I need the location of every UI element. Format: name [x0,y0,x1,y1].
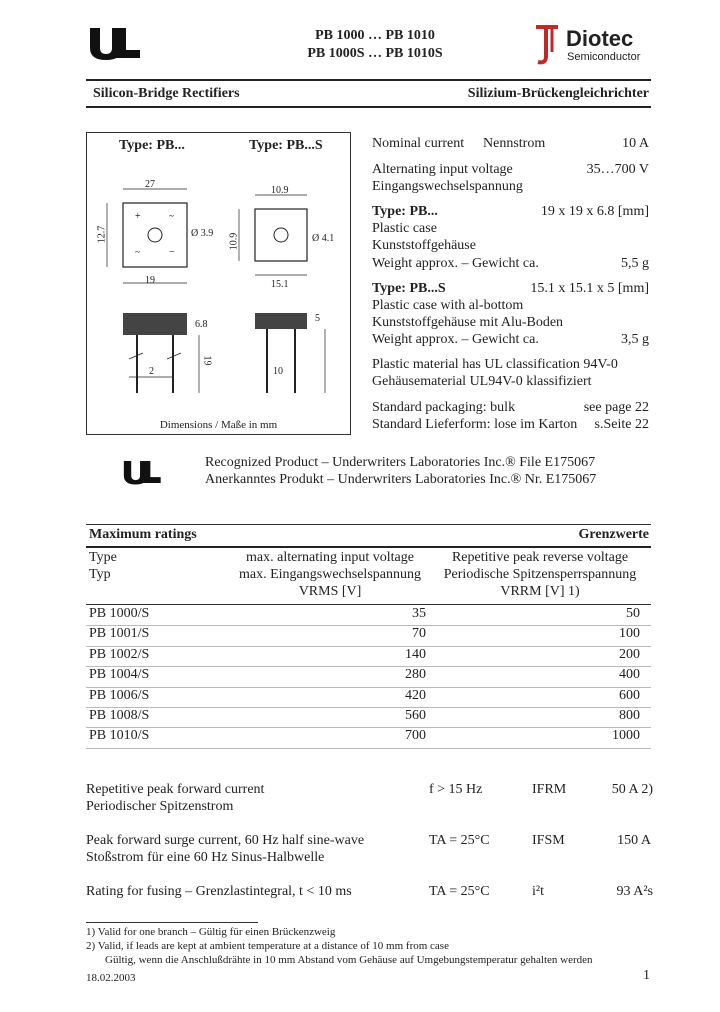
ac-voltage-value: 35…700 V [586,162,649,177]
col-vrms-sym: VRMS [V] [298,584,362,599]
row-vrrm: 1000 [612,728,640,744]
packaging-en: Standard packaging: bulk [372,400,516,415]
packaging-en-ref: see page 22 [583,400,649,415]
dimension-drawing [86,132,351,435]
page-number: 1 [643,968,650,983]
p2-cond: TA = 25°C [429,833,490,848]
col-vrms-en: max. alternating input voltage [246,550,414,565]
row-vrrm: 400 [619,667,640,683]
footer-date: 18.02.2003 [86,972,136,984]
p3-sym: i²t [532,884,544,899]
col-vrrm-en: Repetitive peak reverse voltage [451,550,629,565]
pb-case-de: Kunststoffgehäuse [372,238,476,253]
table-row [86,688,651,708]
footnote-2-de: Gültig, wenn die Anschlußdrähte in 10 mm Abstand vom Gehäuse auf Umgebungstemperatur gehalten werden [105,954,593,966]
dim-e: 6.8 [195,319,208,330]
table-row [86,667,651,687]
row-type: PB 1008/S [89,708,150,723]
title-line-2: PB 1000S … PB 1010S [307,46,443,61]
header-rule-top [86,79,651,81]
dim-a: 27 [145,179,155,190]
p1-val: 50 A 2) [611,782,653,797]
diotec-mark-icon [530,24,566,66]
ac-voltage-label: Alternating input voltage [372,162,513,177]
dim-j: Ø 4.1 [312,233,335,244]
pb-center-hole [148,228,162,242]
pb-case: Plastic case [372,221,437,236]
page-title [275,27,475,63]
type-pbs-label: Type: PB...S [249,138,323,153]
nominal-current-value: 10 A [622,136,649,151]
dim-f: 19 [201,355,213,366]
pb-plus-mark: + [135,211,141,222]
p2-en: Peak forward surge current, 60 Hz half sine-wave [86,833,365,848]
pbs-type: Type: PB...S [372,281,446,296]
ratings-title-en: Maximum ratings [89,527,197,542]
col-type-en: Type [89,550,117,565]
pb-side-body [123,313,187,335]
type-pb-label: Type: PB... [119,138,185,153]
table-row [86,626,651,646]
table-row [86,708,651,728]
pb-dims: 19 x 19 x 6.8 [mm] [540,204,649,219]
row-type: PB 1002/S [89,646,150,662]
p2-de: Stoßstrom für eine 60 Hz Sinus-Halbwelle [86,850,325,865]
ul-recognized-logo [120,458,166,491]
dim-c: Ø 3.9 [191,228,214,239]
material-de: Gehäusematerial UL94V-0 klassifiziert [372,374,592,389]
p2-val: 150 A [617,833,651,848]
ul-recognized-icon [120,458,166,486]
pbs-dims: 15.1 x 15.1 x 5 [mm] [530,281,649,296]
p1-sym: IFRM [532,782,567,797]
dim-k: 15.1 [271,279,289,290]
row-vrrm: 200 [619,646,640,662]
dimension-caption: Dimensions / Maße in mm [159,419,278,431]
pbs-side-body [255,313,307,329]
dim-i: 10.9 [228,232,240,251]
ratings-rule-header [86,604,651,605]
row-type: PB 1004/S [89,667,150,683]
recognition-de: Anerkanntes Produkt – Underwriters Laboratories Inc.® Nr. E175067 [205,472,597,487]
row-vrms: 140 [405,646,426,662]
col-type-de: Typ [89,567,111,582]
row-type: PB 1000/S [89,606,150,621]
brand-name: Diotec [566,26,634,51]
ratings-rule-mid [86,546,651,548]
pbs-weight-label: Weight approx. – Gewicht ca. [372,332,539,347]
dim-g: 2 [149,366,154,377]
table-row [86,728,651,748]
nominal-current-label-de: Nennstrom [483,136,546,151]
brand-sub: Semiconductor [567,51,641,63]
row-vrms: 700 [405,728,426,744]
ratings-title-de: Grenzwerte [578,527,649,542]
p3-cond: TA = 25°C [429,884,490,899]
pbs-case-de: Kunststoffgehäuse mit Alu-Boden [372,315,564,330]
dim-m: 10 [273,366,283,377]
subheader-right: Silizium-Brückengleichrichter [467,86,649,101]
dim-h: 10.9 [271,185,289,196]
p1-de: Periodischer Spitzenstrom [86,799,234,814]
header-rule-bottom [86,106,651,108]
pb-ac-mark1: ~ [135,247,140,257]
subheader-left: Silicon-Bridge Rectifiers [93,86,240,101]
row-vrms: 420 [405,687,426,703]
dim-l: 5 [315,313,320,324]
nominal-current-label: Nominal current [372,136,465,151]
row-vrms: 560 [405,708,426,723]
col-vrrm-de: Periodische Spitzensperrspannung [443,567,637,582]
col-vrrm-sym: VRRM [V] 1) [500,584,580,599]
row-vrms: 70 [412,626,426,642]
p2-sym: IFSM [532,833,565,848]
table-row [86,606,651,626]
pb-minus-mark: − [169,247,175,258]
drawing-svg [87,163,350,433]
pbs-weight-value: 3,5 g [621,332,649,347]
col-vrms-de: max. Eingangswechselspannung [239,567,421,582]
recognition-en: Recognized Product – Underwriters Laboratories Inc.® File E175067 [205,455,596,470]
footnote-rule [86,922,258,923]
dim-b: 12.7 [96,225,108,244]
row-type: PB 1010/S [89,728,150,744]
dim-d: 19 [145,275,155,286]
footnote-2: 2) Valid, if leads are kept at ambient temperature at a distance of 10 mm from case [86,940,449,952]
pb-ac-mark2: ~ [169,211,174,221]
pbs-center-hole [274,228,288,242]
ul-logo-icon [86,24,146,62]
pbs-case: Plastic case with al-bottom [372,298,524,313]
pb-type: Type: PB... [372,204,438,219]
ul-logo [86,24,146,67]
footnote-1: 1) Valid for one branch – Gültig für einen Brückenzweig [86,926,336,938]
table-row [86,647,651,667]
row-vrrm: 600 [619,687,640,703]
ratings-rule-top [86,524,651,525]
row-vrrm: 50 [626,606,640,621]
table-row-rule [86,748,651,749]
p3-val: 93 A²s [616,884,653,899]
row-vrms: 35 [412,606,426,621]
title-line-1: PB 1000 … PB 1010 [315,28,435,43]
packaging-de: Standard Lieferform: lose im Karton [372,417,578,432]
packaging-de-ref: s.Seite 22 [594,417,649,432]
row-vrrm: 800 [619,708,640,723]
pb-weight-value: 5,5 g [621,256,649,271]
pb-weight-label: Weight approx. – Gewicht ca. [372,256,539,271]
row-type: PB 1001/S [89,626,150,642]
p1-cond: f > 15 Hz [429,782,483,797]
row-vrms: 280 [405,667,426,683]
row-vrrm: 100 [619,626,640,642]
row-type: PB 1006/S [89,687,150,703]
ac-voltage-label-de: Eingangswechselspannung [372,179,523,194]
p3-en: Rating for fusing – Grenzlastintegral, t < 10 ms [86,884,352,899]
material-en: Plastic material has UL classification 94V-0 [372,357,618,372]
p1-en: Repetitive peak forward current [86,782,265,797]
